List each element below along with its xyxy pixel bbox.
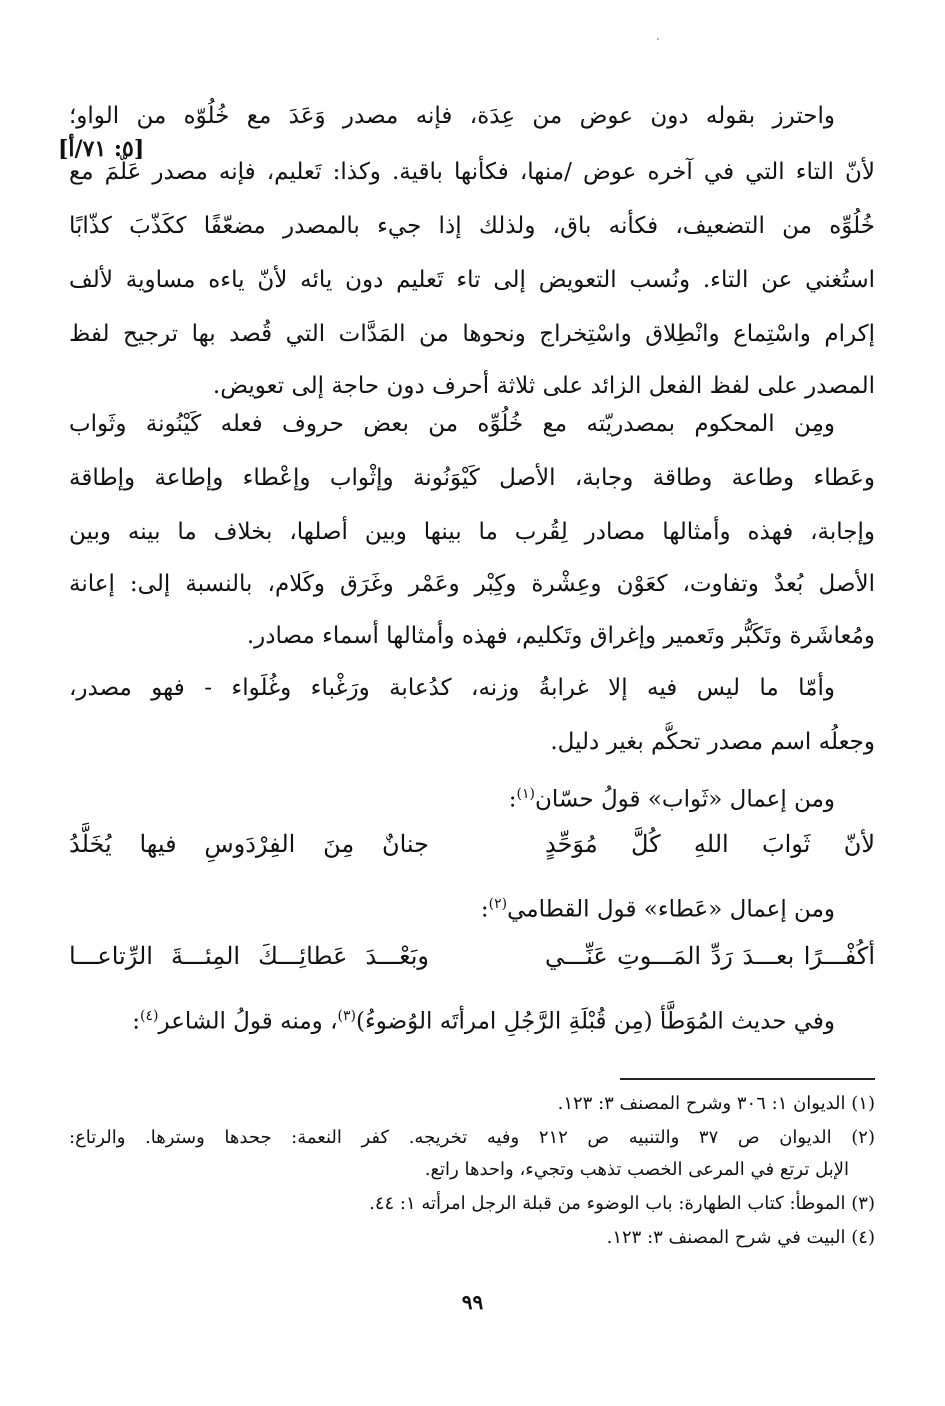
text-line: وجعلُه اسم مصدر تحكُّم بغير دليل. xyxy=(550,729,875,755)
citation-line xyxy=(69,774,835,814)
citation-colon: : xyxy=(480,896,489,923)
citation-text: ومن إعمال «ثَواب» قولُ حسّان xyxy=(535,786,835,813)
verse-1-second-hemistich: جنانٌ مِنَ الفِرْدَوسِ فيها يُخَلَّدُ xyxy=(69,830,429,858)
text-line: خُلُوِّه من التضعيف، فكأنه باق، ولذلك إذا جيء بالمصدر مضعّفًا ككَذّبَ كذّابًا xyxy=(69,213,875,239)
footnote-2: (٢) الديوان ص ٣٧ والتنبيه ص ٢١٢ وفيه تخريجه. كفر النعمة: جحدها وسترها. والرتاع: xyxy=(69,1127,875,1148)
footnote-1: (١) الديوان ١: ٣٠٦ وشرح المصنف ٣: ١٢٣. xyxy=(557,1093,875,1114)
text-line: استُغني عن التاء. ونُسب التعويض إلى تاء تَعليم دون يائه لأنّ ياءه مساوية لألف xyxy=(69,267,875,293)
text-line: وعَطاء وطاعة وطاقة وجابة، الأصل كَيْوَنُونة وإثْواب وإعْطاء وإطاعة وإطاقة xyxy=(69,465,875,491)
text-line: ومُعاشَرة وتَكَبُّر وتَعمير وإغراق وتَكليم، فهذه وأمثالها أسماء مصادر. xyxy=(246,623,875,649)
footnote-2-continued: الإبل ترتع في المرعى الخصب تذهب وتجيء، واحدها راتع. xyxy=(424,1159,849,1180)
citation-colon: : xyxy=(508,786,517,813)
footnote-3: (٣) الموطأ: كتاب الطهارة: باب الوضوء من قبلة الرجل امرأته ١: ٤٤. xyxy=(369,1193,875,1214)
footnote-marker: (٤) xyxy=(140,1008,159,1024)
text-line: المصدر على لفظ الفعل الزائد على ثلاثة أحرف دون حاجة إلى تعويض. xyxy=(212,373,875,399)
citation-text: ومن إعمال «عَطاء» قول القطامي xyxy=(507,896,835,923)
verse-1-first-hemistich: لأنّ ثَوابَ اللهِ كُلَّ مُوَحِّدٍ xyxy=(545,830,875,858)
text-line: لأنّ التاء التي في آخره عوض /منها، فكأنها باقية. وكذا: تَعليم، فإنه مصدر عَلّمَ مع xyxy=(69,159,875,185)
footnote-4: (٤) البيت في شرح المصنف ٣: ١٢٣. xyxy=(606,1227,875,1248)
text-line: ومِن المحكوم بمصدريّته مع خُلُوِّه من بعض حروف فعله كَيْنُونة وثَواب xyxy=(69,411,835,437)
footnote-marker: (٢) xyxy=(488,896,508,912)
footnote-marker: (٣) xyxy=(337,1008,356,1024)
text-line: الأصل بُعدٌ وتفاوت، كعَوْن وعِشْرة وكِبْر وعَمْر وغَرَق وكَلام، بالنسبة إلى: إعانة xyxy=(69,571,875,597)
hadith-text: وفي حديث المُوَطَّأ (مِن قُبْلَةِ الرَّجُلِ امرأتَه الوُضوءُ) xyxy=(355,1008,835,1035)
hadith-colon: : xyxy=(132,1008,141,1035)
scan-speck xyxy=(657,38,659,40)
footnote-marker: (١) xyxy=(516,786,535,802)
verse-2-first-hemistich: أكُفْـــرًا بعـــدَ رَدِّ المَـــوتِ عَنِّـــي xyxy=(545,942,875,970)
text-line: وأمّا ما ليس فيه إلا غرابةُ وزنه، كدُعابة ورَغْباء وغُلَواء - فهو مصدر، xyxy=(69,675,835,701)
page-number: ٩٩ xyxy=(461,1290,484,1314)
verse-2-second-hemistich: وبَعْـــدَ عَطائِـــكَ المِئـــةَ الرِّتاعـــا xyxy=(69,942,429,970)
text-line: واحترز بقوله دون عوض من عِدَة، فإنه مصدر وَعَدَ مع خُلُوّه من الواو؛ xyxy=(69,103,835,129)
text-line: وإجابة، فهذه وأمثالها مصادر لِقُرب ما بينها وبين أصلها، بخلاف ما بينه وبين xyxy=(69,519,875,545)
text-line xyxy=(69,996,835,1036)
text-line: إكرام واسْتِماع وانْطِلاق واسْتِخراج ونحوها من المَدَّات التي قُصد بها ترجيح لفظ xyxy=(69,321,875,347)
hadith-text-continued: ، ومنه قولُ الشاعر xyxy=(158,1008,338,1035)
verse-1 xyxy=(69,822,875,866)
margin-reference: [٥: ٧١/أ] xyxy=(58,136,145,162)
verse-2 xyxy=(69,934,875,978)
citation-line xyxy=(69,884,835,924)
footnote-separator xyxy=(620,1078,875,1080)
